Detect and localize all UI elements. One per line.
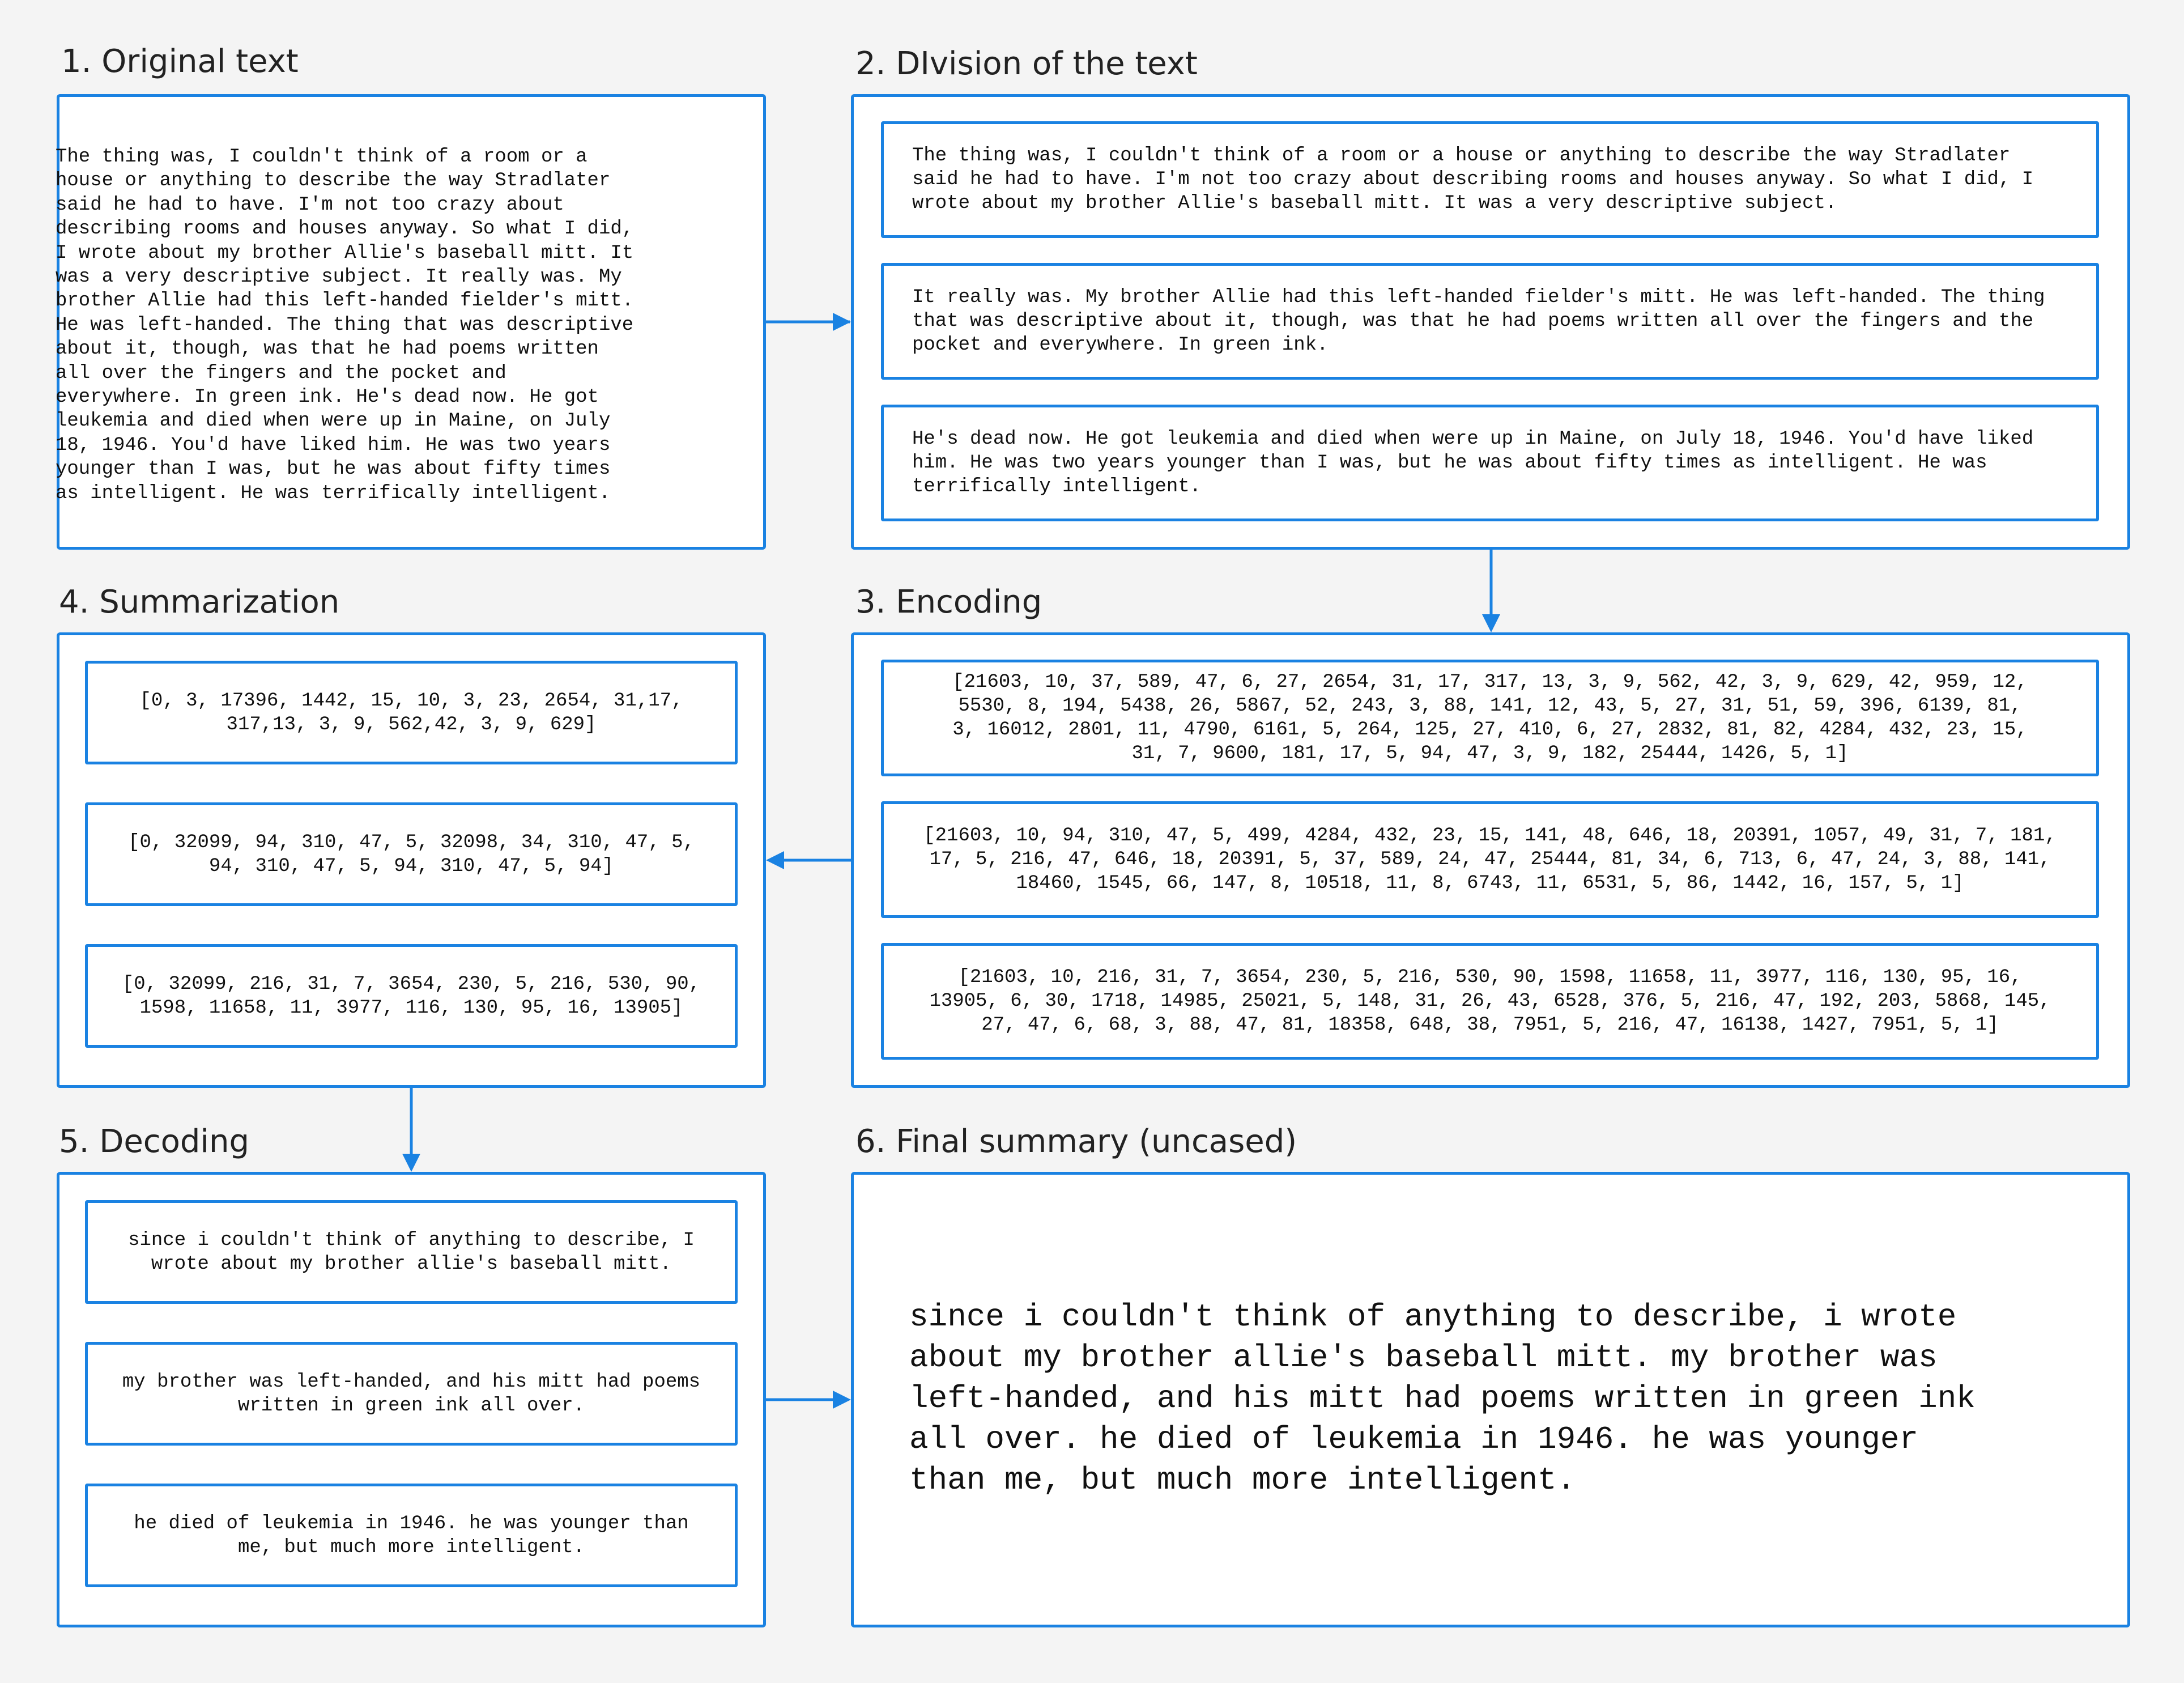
arrowhead-icon (833, 313, 851, 331)
decoding-chunk-text: since i couldn't think of anything to describe, I wrote about my brother allie's baseball mitt. (128, 1229, 695, 1275)
summarization-chunk-text: [0, 32099, 94, 310, 47, 5, 32098, 34, 310, 47, 5, 94, 310, 47, 5, 94, 310, 47, 5, 94] (128, 831, 695, 877)
encoding-chunk-text: [21603, 10, 94, 310, 47, 5, 499, 4284, 432, 23, 15, 141, 48, 646, 18, 20391, 1057, 49, 31, 7, 181, 17, 5, 216, 47, 646, 18, 20391, 5, 37, 589, 24, 47, 25444, 81, 34, 6, 713, 6, 47, 24, 3, 88, 141, 18460, 1545, 66, 147, 8, 10518, 11, 8, 6743, 11, 6531, 5, 86, 1442, 16, 157, 5, 1] (923, 825, 2057, 894)
final-summary-text: since i couldn't think of anything to describe, i wrote about my brother allie's baseball mitt. my brother was left-handed, and his mitt had poems written in green ink all over. he died of leukemia in 1946. he was younger than me, but much more intelligent. (909, 1299, 1976, 1498)
original-text-body: The thing was, I couldn't think of a room or a house or anything to describe the way Stradlater said he had to have. I'm not too crazy about describing rooms and houses anyway. So what I did, I wrote about my brother Allie's baseball mitt. It was a very descriptive subject. It really was. My brother Allie had this left-handed fielder's mitt. He was left-handed. The thing that was descriptive about it, though, was that he had poems written all over the fingers and the pocket and everywhere. In green ink. He's dead now. He got leukemia and died when were up in Maine, on July 18, 1946. You'd have liked him. He was two years younger than I was, but he was about fifty times as intelligent. He was terrifically intelligent. (56, 146, 634, 504)
encoding-chunk-text: [21603, 10, 37, 589, 47, 6, 27, 2654, 31, 17, 317, 13, 3, 9, 562, 42, 3, 9, 629, 42, 959, 12, 5530, 8, 194, 5438, 26, 5867, 52, 243, 3, 88, 141, 12, 43, 5, 27, 31, 51, 59, 396, 6139, 81, 3, 16012, 2801, 11, 4790, 6161, 5, 264, 125, 27, 410, 6, 27, 2832, 81, 82, 4284, 432, 23, 15, 31, 7, 9600, 181, 17, 5, 94, 47, 3, 9, 182, 25444, 1426, 5, 1] (952, 672, 2028, 764)
division-chunk-text: The thing was, I couldn't think of a room or a house or anything to describe the way Stradlater said he had to have. I'm not too crazy about describing rooms and houses anyway. So what I did, I wrote about my brother Allie's baseball mitt. It was a very descriptive subject. (912, 145, 2034, 214)
decoding-chunk-text: he died of leukemia in 1946. he was younger than me, but much more intelligent. (134, 1512, 689, 1558)
title-original-text: 1. Original text (61, 43, 299, 80)
title-summarization: 4. Summarization (59, 584, 340, 620)
summarization-chunk-text: [0, 3, 17396, 1442, 15, 10, 3, 23, 2654, 31,17, 317,13, 3, 9, 562,42, 3, 9, 629] (139, 690, 683, 736)
encoding-chunk-text: [21603, 10, 216, 31, 7, 3654, 230, 5, 216, 530, 90, 1598, 11658, 11, 3977, 116, 130, 95, 16, 13905, 6, 30, 1718, 14985, 25021, 5, 148, 31, 26, 43, 6528, 376, 5, 216, 47, 192, 203, 5868, 145, 27, 47, 6, 68, 3, 88, 47, 81, 18358, 648, 38, 7951, 5, 216, 47, 16138, 1427, 7951, 5, 1] (929, 967, 2051, 1036)
decoding-chunk-text: my brother was left-handed, and his mitt had poems written in green ink all over. (122, 1371, 701, 1417)
division-chunk-text: It really was. My brother Allie had this left-handed fielder's mitt. He was left-handed. The thing that was descriptive about it, though, was that he had poems written all over the fingers and the pocket and everywhere. In green ink. (912, 287, 2045, 356)
title-division: 2. DIvision of the text (855, 45, 1198, 82)
arrowhead-icon (1482, 614, 1500, 632)
summarization-chunk-text: [0, 32099, 216, 31, 7, 3654, 230, 5, 216, 530, 90, 1598, 11658, 11, 3977, 116, 130, 95, 16, 13905] (122, 973, 701, 1019)
arrowhead-icon (833, 1391, 851, 1409)
arrowhead-icon (766, 851, 784, 869)
arrowhead-icon (402, 1154, 420, 1172)
division-chunk-text: He's dead now. He got leukemia and died when were up in Maine, on July 18, 1946. You'd have liked him. He was two years younger than I was, but he was about fifty times as intelligent. He was terrifically intelligent. (912, 428, 2034, 498)
title-decoding: 5. Decoding (59, 1123, 249, 1160)
title-encoding: 3. Encoding (855, 584, 1042, 620)
title-final-summary: 6. Final summary (uncased) (855, 1123, 1297, 1160)
